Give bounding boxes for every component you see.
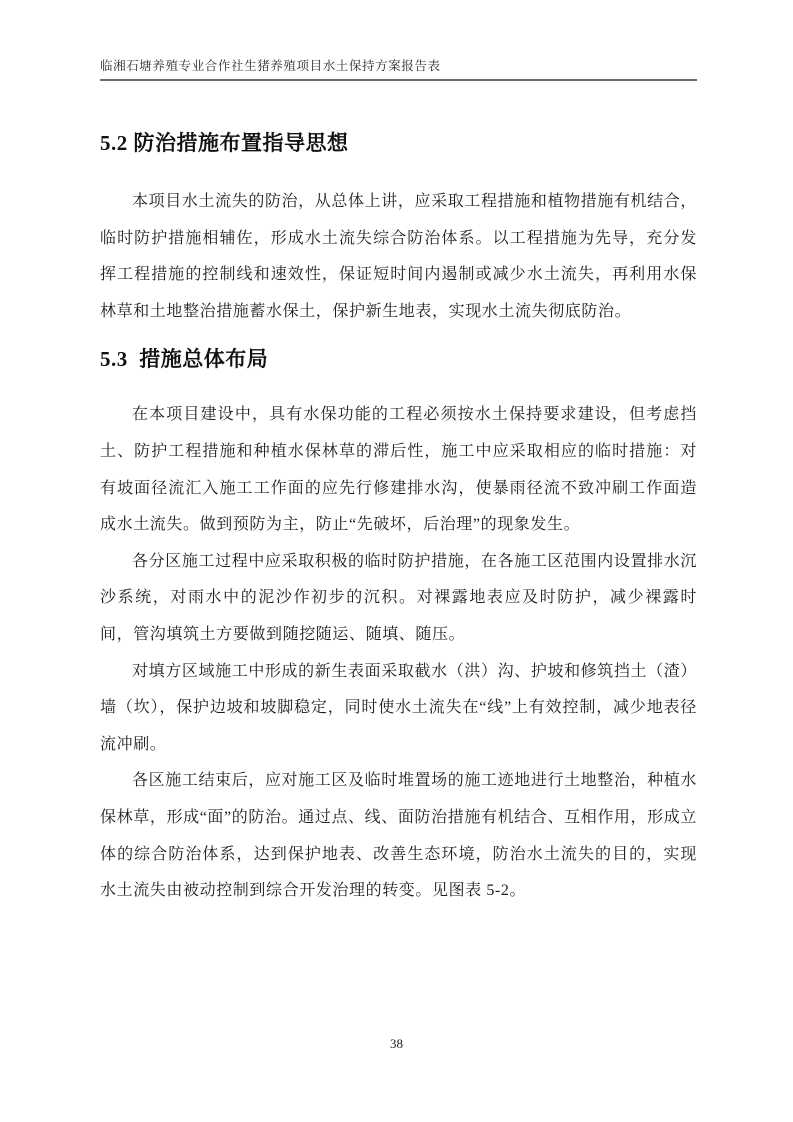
section-heading-5-2: 5.2 防治措施布置指导思想 xyxy=(100,131,349,155)
page-footer xyxy=(0,1036,793,1052)
page-header xyxy=(100,56,697,81)
paragraph-5-3-2: 各分区施工过程中应采取积极的临时防护措施，在各施工区范围内设置排水沉沙系统，对雨水中的泥沙作初步的沉积。对裸露地表应及时防护，减少裸露时间，管沟填筑土方要做到随挖随运、随填、随压。 xyxy=(100,552,697,643)
paragraph-5-3-4: 各区施工结束后，应对施工区及临时堆置场的施工迹地进行土地整治，种植水保林草，形成“面”的防治。通过点、线、面防治措施有机结合、互相作用，形成立体的综合防治体系，达到保护地表、改善生态环境，防治水土流失的目的，实现水土流失由被动控制到综合开发治理的转变。见图表 5-2。 xyxy=(100,772,697,900)
section-heading-5-3: 5.3 措施总体布局 xyxy=(100,347,269,372)
header-title: 临湘石塘养殖专业合作社生猪养殖项目水土保持方案报告表 xyxy=(100,59,441,73)
paragraph-5-3-3: 对填方区域施工中形成的新生表面采取截水（洪）沟、护坡和修筑挡土（渣）墙（坎），保护边坡和坡脚稳定，同时使水土流失在“线”上有效控制，减少地表径流冲刷。 xyxy=(100,662,697,753)
page-number: 38 xyxy=(390,1036,403,1051)
paragraph-5-2-1: 本项目水土流失的防治，从总体上讲，应采取工程措施和植物措施有机结合，临时防护措施相辅佐，形成水土流失综合防治体系。以工程措施为先导，充分发挥工程措施的控制线和速效性，保证短时间内遏制或减少水土流失，再利用水保林草和土地整治措施蓄水保土，保护新生地表，实现水土流失彻底防治。 xyxy=(100,193,697,320)
paragraph-5-3-1: 在本项目建设中，具有水保功能的工程必须按水土保持要求建设，但考虑挡土、防护工程措施和种植水保林草的滞后性，施工中应采取相应的临时措施：对有坡面径流汇入施工工作面的应先行修建排水沟，使暴雨径流不致冲刷工作面造成水土流失。做到预防为主，防止“先破坏，后治理”的现象发生。 xyxy=(100,406,697,534)
